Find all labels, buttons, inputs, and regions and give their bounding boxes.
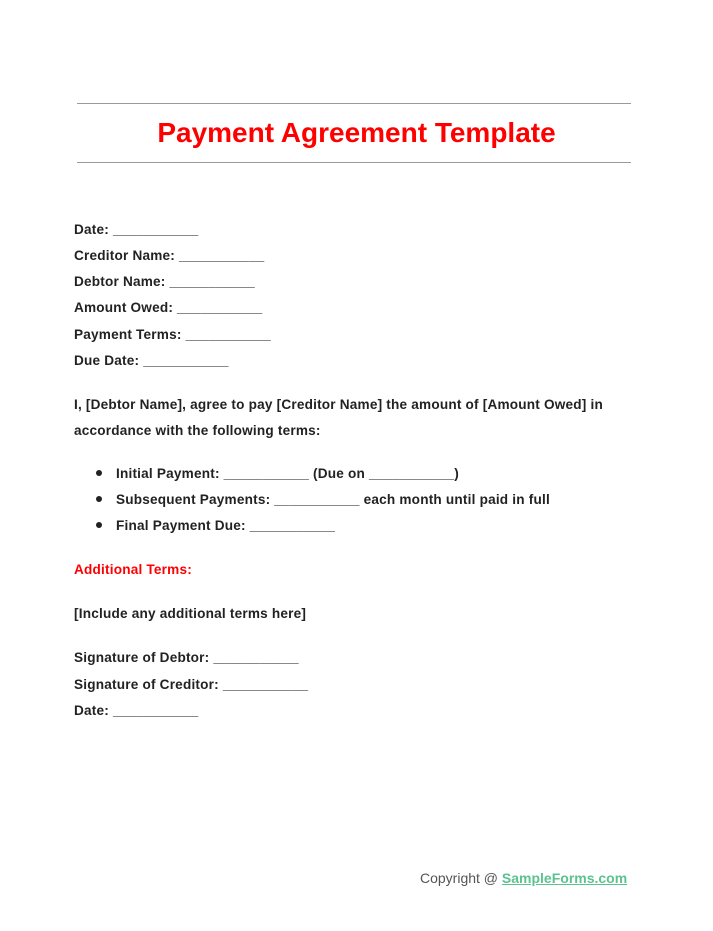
signature-debtor: Signature of Debtor: ___________ [74,650,299,665]
title-divider [77,162,631,163]
bullet-text: Final Payment Due: ___________ [116,518,336,533]
field-amount-owed: Amount Owed: ___________ [74,300,263,315]
list-item [96,517,335,535]
bullet-icon [96,496,102,502]
bullet-text: Subsequent Payments: ___________ each month until paid in full [116,492,550,507]
top-divider [77,103,631,104]
sampleforms-link[interactable]: SampleForms.com [501,870,628,886]
bullet-icon [96,522,102,528]
field-date: Date: ___________ [74,222,199,237]
copyright-text: Copyright @ [420,870,502,886]
field-creditor-name: Creditor Name: ___________ [74,248,265,263]
additional-terms-heading: Additional Terms: [74,562,192,577]
field-due-date: Due Date: ___________ [74,353,229,368]
list-item [96,465,459,483]
additional-terms-text: [Include any additional terms here] [74,606,307,621]
field-debtor-name: Debtor Name: ___________ [74,274,255,289]
bullet-icon [96,470,102,476]
list-item [96,491,550,509]
field-payment-terms: Payment Terms: ___________ [74,327,271,342]
signature-date: Date: ___________ [74,703,199,718]
page-title: Payment Agreement Template [157,117,556,148]
bullet-text: Initial Payment: ___________ (Due on ___________) [116,466,460,481]
signature-creditor: Signature of Creditor: ___________ [74,677,309,692]
copyright-footer [420,870,627,886]
agreement-paragraph-line-2: accordance with the following terms: [74,423,321,438]
agreement-paragraph-line-1: I, [Debtor Name], agree to pay [Creditor Name] the amount of [Amount Owed] in [74,397,603,412]
